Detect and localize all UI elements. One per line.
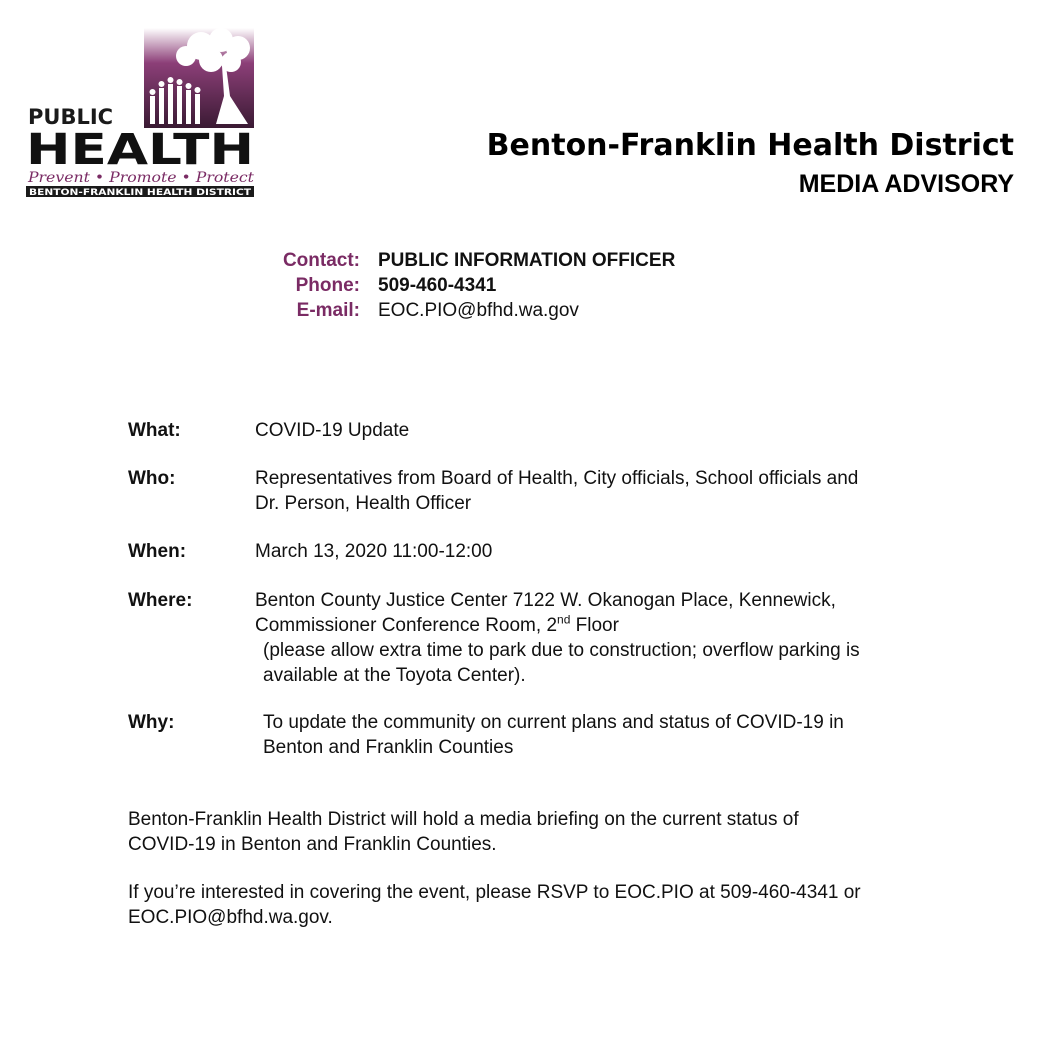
org-title: Benton-Franklin Health District	[486, 128, 1014, 163]
paragraph-line: Benton-Franklin Health District will hold a media briefing on the current status of	[128, 809, 799, 830]
phone-label: Phone:	[295, 275, 360, 296]
where-label: Where:	[128, 590, 193, 611]
logo-tagline: Prevent • Promote • Protect	[26, 170, 255, 186]
where-floor-suffix: nd	[557, 612, 571, 627]
why-label: Why:	[128, 712, 175, 733]
contact-label: Contact:	[282, 250, 360, 271]
contact-value: PUBLIC INFORMATION OFFICER	[378, 250, 676, 271]
where-line: Benton County Justice Center 7122 W. Okanogan Place, Kennewick,	[255, 590, 836, 611]
email-label: E-mail:	[296, 300, 360, 321]
where-value	[255, 588, 945, 688]
what-label: What:	[128, 420, 181, 441]
who-label: Who:	[128, 468, 176, 489]
phone-row	[268, 273, 675, 298]
where-note: available at the Toyota Center).	[263, 665, 526, 686]
who-line: Representatives from Board of Health, City officials, School officials and	[255, 468, 859, 489]
advisory-subtitle: MEDIA ADVISORY	[798, 170, 1014, 198]
email-value: EOC.PIO@bfhd.wa.gov	[378, 300, 579, 321]
paragraph-line: COVID-19 in Benton and Franklin Counties.	[128, 834, 497, 855]
where-line	[255, 613, 945, 638]
paragraph-line: If you’re interested in covering the event, please RSVP to EOC.PIO at 509-460-4341 or	[128, 882, 861, 903]
who-value	[255, 466, 945, 516]
when-label: When:	[128, 541, 187, 562]
contact-block	[268, 248, 675, 323]
what-value: COVID-19 Update	[255, 420, 410, 441]
logo-public-text: PUBLIC	[28, 105, 114, 129]
rsvp-paragraph	[128, 880, 918, 930]
phone-value: 509-460-4341	[378, 275, 497, 296]
briefing-paragraph	[128, 807, 918, 857]
why-line: Benton and Franklin Counties	[263, 737, 514, 758]
paragraph-line: EOC.PIO@bfhd.wa.gov.	[128, 907, 333, 928]
who-line: Dr. Person, Health Officer	[255, 493, 472, 514]
logo-district-band: BENTON-FRANKLIN HEALTH DISTRICT	[29, 188, 253, 198]
where-floor: Floor	[570, 615, 619, 636]
where-room: Commissioner Conference Room, 2	[255, 615, 558, 636]
logo-health-text: HEALTH	[26, 125, 255, 175]
why-value	[255, 710, 953, 760]
where-note: (please allow extra time to park due to construction; overflow parking is	[263, 640, 860, 661]
why-line: To update the community on current plans and status of COVID-19 in	[263, 712, 844, 733]
email-row	[268, 298, 675, 323]
contact-row	[268, 248, 675, 273]
when-value: March 13, 2020 11:00-12:00	[255, 541, 493, 562]
public-health-logo	[26, 26, 256, 198]
